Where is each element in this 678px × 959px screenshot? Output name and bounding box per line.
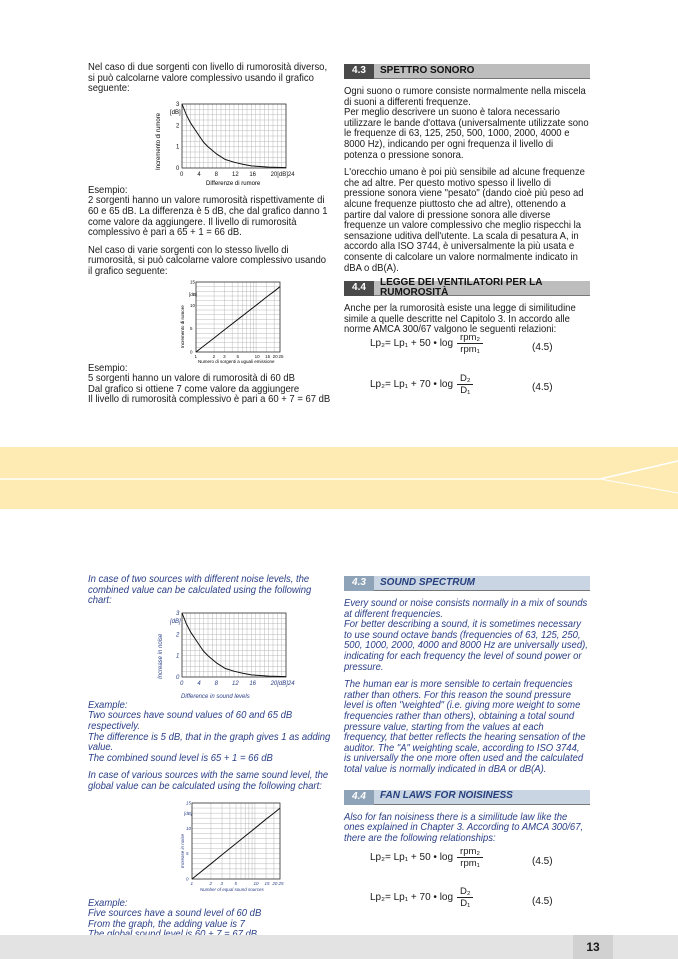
section-title: SPETTRO SONORO bbox=[374, 64, 590, 79]
it-left-column bbox=[88, 63, 334, 406]
en-example1-line2: The difference is 5 dB, that in the graph gives 1 as adding value. bbox=[88, 731, 331, 754]
y-tick-label: 0 bbox=[186, 876, 189, 882]
x-tick-label: 3 bbox=[220, 880, 224, 886]
en-section-heading-4-3 bbox=[344, 576, 590, 591]
en-left-column bbox=[88, 575, 334, 941]
x-tick-label: 4 bbox=[197, 680, 201, 687]
en-spectrum-p2: For better describing a sound, it is sometimes necessary to use sound octave bands (frequencies of 63, 125, 250, 500, 1000, 2000, 4000 and 8000 Hz are universally used), indicating for each frequency the level of sound power or pressure. bbox=[344, 619, 588, 673]
formula-denominator: rpm₁ bbox=[457, 857, 483, 869]
x-tick-label: 5 bbox=[234, 880, 238, 886]
x-tick-label: 20 bbox=[272, 880, 278, 886]
it-intro-two-sources: Nel caso di due sorgenti con livello di rumorosità diverso, si può calcolarne valore complessivo usando il grafico seguente: bbox=[88, 62, 328, 95]
y-tick-label: 10 bbox=[186, 825, 192, 831]
en-equation-number-2: (4.5) bbox=[532, 896, 553, 907]
x-tick-label: 15 bbox=[265, 353, 271, 359]
x-tick-label: 8 bbox=[214, 171, 219, 178]
formula-numerator: D₂ bbox=[460, 373, 471, 384]
formula-lhs: Lp₂= Lp₁ + 50 • log bbox=[370, 852, 454, 863]
it-example2-line1: 5 sorgenti hanno un valore di rumorosità di 60 dB bbox=[88, 373, 295, 385]
en-example1-label: Example: bbox=[88, 699, 128, 711]
x-tick-label: 10 bbox=[253, 880, 259, 886]
y-tick-label: 15 bbox=[190, 279, 196, 285]
x-tick-label: 25 bbox=[278, 880, 284, 886]
y-tick-label: 10 bbox=[190, 302, 196, 308]
it-equation-number-1: (4.5) bbox=[532, 342, 553, 353]
en-chart-two-sources bbox=[88, 607, 334, 699]
chart-ylabel: Incremento di rumore bbox=[156, 112, 162, 170]
formula-lhs: Lp₂= Lp₁ + 70 • log bbox=[370, 892, 454, 903]
chart-unit: [dB] bbox=[189, 291, 198, 297]
it-chart-two-sources bbox=[88, 98, 334, 186]
chart-xlabel: Differenze di rumore bbox=[206, 180, 261, 186]
en-right-column bbox=[344, 576, 590, 851]
en-formula-rpm bbox=[370, 846, 483, 869]
formula-denominator: rpm₁ bbox=[457, 343, 483, 355]
en-fanlaw-p1: Also for fan noisiness there is a similitude law like the ones explained in Chapter 3. According to AMCA 300/67, there are the following relationships: bbox=[344, 811, 584, 844]
en-example1-line3: The combined sound level is 65 + 1 = 66 dB bbox=[88, 752, 273, 764]
chart-unit: [dB] bbox=[184, 810, 193, 816]
it-example2-label: Esempio: bbox=[88, 362, 128, 374]
y-tick-label: 0 bbox=[176, 674, 180, 681]
en-spectrum-p3: The human ear is more sensible to certain frequencies rather than others. For this reason the sound pressure level is often "weighted" (i.e. giving more weight to some frequencies rather than others), obtaining a total sound pressure value, starting from the values at each frequency, that better reflects the hearing sensation of the auditor. The "A" weighting scale, according to ISO 3744, is universally the one more often used and the calculated total value is normally indicated in dBA or dB(A). bbox=[344, 679, 586, 775]
section-title: FAN LAWS FOR NOISINESS bbox=[374, 790, 590, 805]
formula-fraction bbox=[457, 886, 474, 909]
x-tick-label: 10 bbox=[254, 353, 260, 359]
x-tick-label: 4 bbox=[197, 171, 201, 178]
section-number: 4.4 bbox=[344, 281, 374, 296]
it-chart-equal-sources bbox=[88, 278, 334, 364]
it-right-column bbox=[344, 64, 590, 343]
y-tick-label: 1 bbox=[176, 653, 180, 660]
en-example1-line1: Two sources have sound values of 60 and 65 dB respectively. bbox=[88, 710, 293, 732]
en-example2-line1: Five sources have a sound level of 60 dB bbox=[88, 908, 262, 920]
it-spectrum-p2: Per meglio descrivere un suono è talora necessario utilizzare le bande d'ottava (universalmente utilizzate sono le frequenze di 63, 125, 250, 500, 1000, 2000, 4000 e 8000 Hz), indicando per ogni frequenza il livello di potenza o pressione sonora. bbox=[344, 107, 589, 161]
en-example2-line2: From the graph, the adding value is 7 bbox=[88, 918, 245, 930]
en-section-heading-4-4 bbox=[344, 790, 590, 805]
x-tick-label: 12 bbox=[232, 171, 239, 178]
chart-ylabel: Incremento di rumore bbox=[180, 304, 185, 348]
en-spectrum-p1: Every sound or noise consists normally in a mix of sounds at different frequencies. bbox=[344, 598, 588, 620]
it-section-heading-4-4 bbox=[344, 276, 590, 299]
it-example1-label: Esempio: bbox=[88, 184, 128, 196]
x-tick-label: 0 bbox=[180, 680, 184, 687]
x-tick-label: 20[dB]24 bbox=[270, 680, 295, 687]
formula-numerator: rpm₂ bbox=[460, 332, 481, 343]
chart-xlabel: Number of equal sound sources bbox=[200, 886, 264, 892]
x-tick-label: 15 bbox=[264, 880, 270, 886]
y-tick-label: 5 bbox=[190, 325, 193, 331]
it-example1-text: 2 sorgenti hanno un valore rumorosità rispettivamente di 60 e 65 dB. La differenza è 5 dB, che dal grafico danno 1 come valore da aggiungere. Il livello di rumorosità complessivo è pari a 65 + 1 = 66 dB. bbox=[88, 195, 328, 239]
formula-denominator: D₁ bbox=[457, 384, 473, 396]
x-tick-label: 25 bbox=[278, 353, 284, 359]
y-tick-label: 0 bbox=[176, 165, 180, 172]
it-equation-number-2: (4.5) bbox=[532, 382, 553, 393]
x-tick-label: 8 bbox=[214, 680, 219, 687]
chart-xlabel: Difference in sound levels bbox=[181, 693, 250, 699]
it-fanlaw-p1: Anche per la rumorosità esiste una legge di similitudine simile a quelle descritte nel Capitolo 3. In accordo alle norme AMCA 300/67 valgono le seguenti relazioni: bbox=[344, 303, 576, 336]
it-section-heading-4-3 bbox=[344, 64, 590, 79]
section-number: 4.3 bbox=[344, 64, 374, 79]
x-tick-label: 16 bbox=[249, 680, 257, 687]
it-spectrum-p3: L'orecchio umano è poi più sensibile ad alcune frequenze che ad altre. Per questo motivo spesso il livello di pressione sonora viene "pesato" (dando cioè più peso ad alcune frequenze piuttosto che ad altre), ottenendo a partire dal valore di pressione sonora alle diverse frequenze un valore complessivo che meglio rispecchi la sensazione uditiva dell'utente. La scala di pesatura A, in accordo alla ISO 3744, è universalmente la più usata e consente di calcolare un valore normalmente indicato in dBA o dB(A). bbox=[344, 167, 585, 274]
x-tick-label: 1 bbox=[190, 880, 194, 886]
it-example2-line3: Il livello di rumorosità complessivo è pari a 60 + 7 = 67 dB bbox=[88, 394, 331, 406]
formula-lhs: Lp₂= Lp₁ + 50 • log bbox=[370, 338, 454, 349]
page-number-text: 13 bbox=[586, 940, 600, 954]
x-tick-label: 5 bbox=[236, 353, 240, 359]
x-tick-label: 12 bbox=[232, 680, 239, 687]
formula-denominator: D₁ bbox=[457, 897, 473, 909]
en-example2-label: Example: bbox=[88, 897, 128, 909]
separator-arrow-lines bbox=[0, 447, 678, 509]
formula-numerator: rpm₂ bbox=[460, 846, 481, 857]
y-tick-label: 5 bbox=[186, 850, 189, 856]
section-title: LEGGE DEI VENTILATORI PER LA RUMOROSITÀ bbox=[374, 281, 590, 296]
en-chart-equal-sources bbox=[88, 793, 334, 893]
chart-ylabel: Increase in noise bbox=[180, 833, 185, 868]
chart-unit: [dB] bbox=[170, 618, 181, 625]
y-tick-label: 15 bbox=[186, 800, 192, 806]
x-tick-label: 16 bbox=[249, 171, 257, 178]
en-equation-number-1: (4.5) bbox=[532, 856, 553, 867]
section-title: SOUND SPECTRUM bbox=[374, 576, 590, 591]
chart-ylabel: Increase in noise bbox=[158, 633, 164, 679]
section-number: 4.3 bbox=[344, 576, 374, 591]
y-tick-label: 3 bbox=[176, 101, 180, 108]
y-tick-label: 1 bbox=[176, 144, 180, 151]
it-intro-equal-sources: Nel caso di varie sorgenti con lo stesso livello di rumorosità, si può calcolarne valore complessivo usando il grafico seguente: bbox=[88, 244, 327, 277]
it-example2-line2: Dal grafico si ottiene 7 come valore da aggiungere bbox=[88, 383, 300, 395]
en-formula-diameter bbox=[370, 886, 474, 909]
x-tick-label: 1 bbox=[194, 353, 198, 359]
formula-fraction bbox=[457, 846, 483, 869]
en-intro-two-sources: In case of two sources with different noise levels, the combined value can be calculated using the following chart: bbox=[88, 574, 312, 607]
y-tick-label: 2 bbox=[176, 632, 180, 639]
chart-unit: [dB] bbox=[170, 109, 181, 116]
it-formula-rpm bbox=[370, 332, 483, 355]
x-tick-label: 20 bbox=[272, 353, 278, 359]
section-number: 4.4 bbox=[344, 790, 374, 805]
page-number bbox=[573, 935, 613, 959]
y-tick-label: 2 bbox=[176, 123, 180, 130]
x-tick-label: 0 bbox=[180, 171, 184, 178]
formula-numerator: D₂ bbox=[460, 886, 471, 897]
x-tick-label: 20[dB]24 bbox=[270, 171, 295, 178]
y-tick-label: 3 bbox=[176, 610, 180, 617]
x-tick-label: 2 bbox=[212, 353, 216, 359]
en-intro-equal-sources: In case of various sources with the same sound level, the global value can be calculated using the following chart: bbox=[88, 770, 329, 792]
chart-xlabel: Numero di sorgenti a uguali emissione bbox=[198, 358, 275, 364]
x-tick-label: 2 bbox=[209, 880, 212, 886]
it-spectrum-p1: Ogni suono o rumore consiste normalmente nella miscela di suoni a differenti frequenze. bbox=[344, 86, 586, 108]
y-tick-label: 0 bbox=[190, 349, 193, 355]
formula-lhs: Lp₂= Lp₁ + 70 • log bbox=[370, 379, 454, 390]
formula-fraction bbox=[457, 332, 483, 355]
it-formula-diameter bbox=[370, 373, 474, 396]
x-tick-label: 3 bbox=[223, 353, 226, 359]
formula-fraction bbox=[457, 373, 474, 396]
